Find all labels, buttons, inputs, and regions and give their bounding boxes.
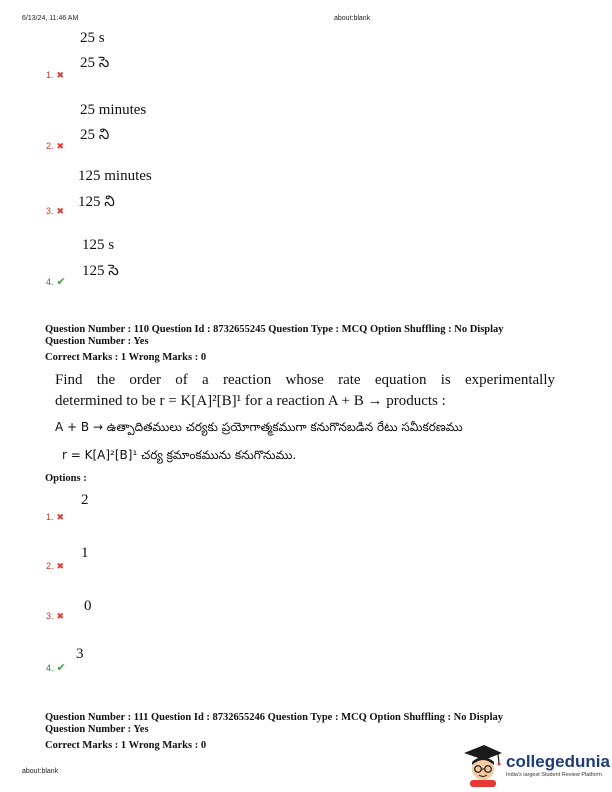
option-value: 1	[81, 545, 89, 561]
question-meta: Question Number : Yes	[45, 336, 149, 347]
option-number: 2. ✖	[46, 561, 65, 571]
option-text: 25 minutes	[80, 102, 147, 118]
logo-tagline: India's largest Student Review Platform	[506, 772, 602, 778]
wrong-icon: ✖	[56, 141, 65, 151]
print-url: about:blank	[334, 15, 371, 22]
option-text-telugu: 125 సె	[82, 263, 119, 279]
option-value: 0	[84, 598, 92, 614]
question-text-telugu: r = K[A]²[B]¹ చర్య క్రమాంకమును కనుగొనుము.	[62, 448, 297, 462]
logo-wordmark: collegedunia	[506, 752, 610, 771]
question-text-telugu: A + B → ఉత్పాదితములు చర్యకు ప్రయోగాత్మకముగా కనుగొనబడిన రేటు సమీకరణము	[55, 420, 463, 434]
option-number: 2. ✖	[46, 141, 65, 151]
question-text-en: Find the order of a reaction whose rate equation is experimentally	[55, 372, 555, 388]
option-number: 3. ✖	[46, 611, 65, 621]
wrong-icon: ✖	[56, 206, 65, 216]
option-text: 125 minutes	[78, 168, 152, 184]
option-number: 3. ✖	[46, 206, 65, 216]
wrong-icon: ✖	[56, 561, 65, 571]
question-marks: Correct Marks : 1 Wrong Marks : 0	[45, 352, 207, 363]
question-meta: Question Number : 111 Question Id : 8732655246 Question Type : MCQ Option Shuffling : No Display	[45, 712, 503, 723]
question-text-en: determined to be r = K[A]²[B]¹ for a reaction A + B → products :	[55, 393, 446, 409]
wrong-icon: ✖	[56, 512, 65, 522]
collegedunia-logo	[462, 743, 610, 787]
option-number: 4. ✔	[46, 662, 66, 674]
footer-url: about:blank	[22, 768, 59, 775]
option-value: 3	[76, 646, 84, 662]
question-meta: Question Number : 110 Question Id : 8732655245 Question Type : MCQ Option Shuffling : No Display	[45, 324, 504, 335]
graduate-mascot-icon	[462, 743, 504, 787]
option-text-telugu: 25 సె	[80, 55, 110, 71]
option-text: 25 s	[80, 30, 105, 46]
print-datetime: 6/13/24, 11:46 AM	[22, 15, 79, 22]
option-number: 4. ✔	[46, 276, 66, 288]
option-text: 125 s	[82, 237, 115, 253]
option-number: 1. ✖	[46, 70, 65, 80]
question-meta: Question Number : Yes	[45, 724, 149, 735]
option-text-telugu: 25 ని	[80, 127, 110, 143]
option-value: 2	[81, 492, 89, 508]
options-label: Options :	[45, 473, 87, 484]
question-marks: Correct Marks : 1 Wrong Marks : 0	[45, 740, 207, 751]
wrong-icon: ✖	[56, 70, 65, 80]
option-text-telugu: 125 ని	[78, 194, 115, 210]
option-number: 1. ✖	[46, 512, 65, 522]
check-icon: ✔	[56, 276, 66, 288]
check-icon: ✔	[56, 662, 66, 674]
wrong-icon: ✖	[56, 611, 65, 621]
